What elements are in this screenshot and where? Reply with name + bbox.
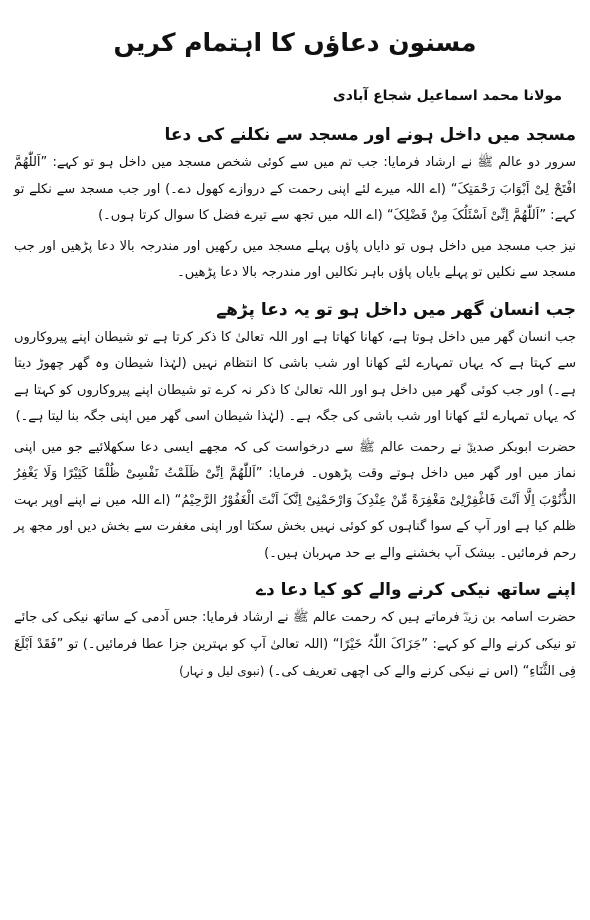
author-byline: مولانا محمد اسماعیل شجاع آبادی (332, 88, 562, 104)
section-heading-mosque: مسجد میں داخل ہونے اور مسجد سے نکلنے کی دعا (164, 125, 576, 145)
section-heading-home: جب انسان گھر میں داخل ہو تو یہ دعا پڑھے (216, 299, 576, 320)
paragraph-gratitude-dua (14, 605, 576, 686)
paragraph-home-shaitan: جب انسان گھر میں داخل ہوتا ہے، کھانا کھاتا ہے اور اللہ تعالیٰ کا ذکر کرتا ہے تو شیطان اپنے پیروکاروں سے کہتا ہے کہ یہاں تمہارے لئے کھانا اور شب باشی کا انتظام نہیں (لہٰذا شیطان وہ گھر چھوڑ دیتا ہے۔) اور جب کوئی گھر میں داخل ہو اور اللہ تعالیٰ کا ذکر نہ کرے تو شیطان اپنے پیروکاروں کو کہتا ہے کہ یہاں تمہارے لئے کھانا اور شب باشی کی جگہ ہے۔ (لہٰذا شیطان اسی گھر میں اپنی جگہ بنا لیتا ہے۔) (14, 329, 576, 424)
paragraph-mosque-feet: نیز جب مسجد میں داخل ہوں تو دایاں پاؤں پہلے مسجد میں رکھیں اور مندرجہ بالا دعا پڑھیں اور جب مسجد سے نکلیں تو پہلے بایاں پاؤں باہر نکالیں اور مندرجہ بالا دعا پڑھیں۔ (14, 238, 576, 280)
paragraph-gratitude-text: حضرت اسامہ بن زیدؓ فرماتے ہیں کہ رحمت عالم ﷺ نے ارشاد فرمایا: جس آدمی کے ساتھ نیکی کی جائے تو نیکی کرنے والے کو کہے: ”جَزَاکَ اللّٰہُ خَیْرًا“ (اللہ تعالیٰ آپ کو بہترین جزا عطا فرمائیں۔) تو ”فَقَدْ اَبْلَغَ فِی الثَّنَاءِ“ (اس نے نیکی کرنے والے کی اچھی تعریف کی۔) (14, 610, 576, 679)
paragraph-home-dua: حضرت ابوبکر صدیقؓ نے رحمت عالم ﷺ سے درخواست کی کہ مجھے ایسی دعا سکھلائیے جو میں اپنی نماز میں اور گھر میں داخل ہوتے وقت پڑھوں۔ فرمایا: ”اَللّٰھُمَّ اِنِّیْ ظَلَمْتُ نَفْسِیْ ظُلْمًا کَثِیْرًا وَلَا یَغْفِرُ الذُّنُوْبَ اِلَّا اَنْتَ فَاغْفِرْلِیْ مَغْفِرَةً مِّنْ عِنْدِکَ وَارْحَمْنِیْ اِنَّکَ اَنْتَ الْغَفُوْرُ الرَّحِیْمُ“ (اے اللہ میں نے اپنے اوپر بہت ظلم کیا ہے اور آپ کے سوا گناہوں کو کوئی نہیں بخش سکتا اور اپنی مغفرت سے بخش دیں اور مجھ پر رحم فرمائیں۔ بیشک آپ بخشنے والے بے حد مہربان ہیں۔) (14, 439, 576, 561)
paragraph-mosque-dua: سرور دو عالم ﷺ نے ارشاد فرمایا: جب تم میں سے کوئی شخص مسجد میں داخل ہو تو کہے: ”اَللّٰھُمَّ افْتَحْ لِیْ اَبْوَابَ رَحْمَتِکَ“ (اے اللہ میرے لئے اپنی رحمت کے دروازے کھول دے۔) اور جب مسجد سے نکلے تو کہے: ”اَللّٰھُمَّ اِنِّیْ اَسْئَلُکَ مِنْ فَضْلِکَ“ (اے اللہ میں تجھ سے تیرے فضل کا سوال کرتا ہوں۔) (14, 155, 576, 223)
source-reference: (نبوی لیل و نہار) (179, 664, 265, 678)
section-heading-gratitude: اپنے ساتھ نیکی کرنے والے کو کیا دعا دے (255, 580, 576, 600)
article-title: مسنون دعاؤں کا اہتمام کریں (113, 28, 477, 57)
